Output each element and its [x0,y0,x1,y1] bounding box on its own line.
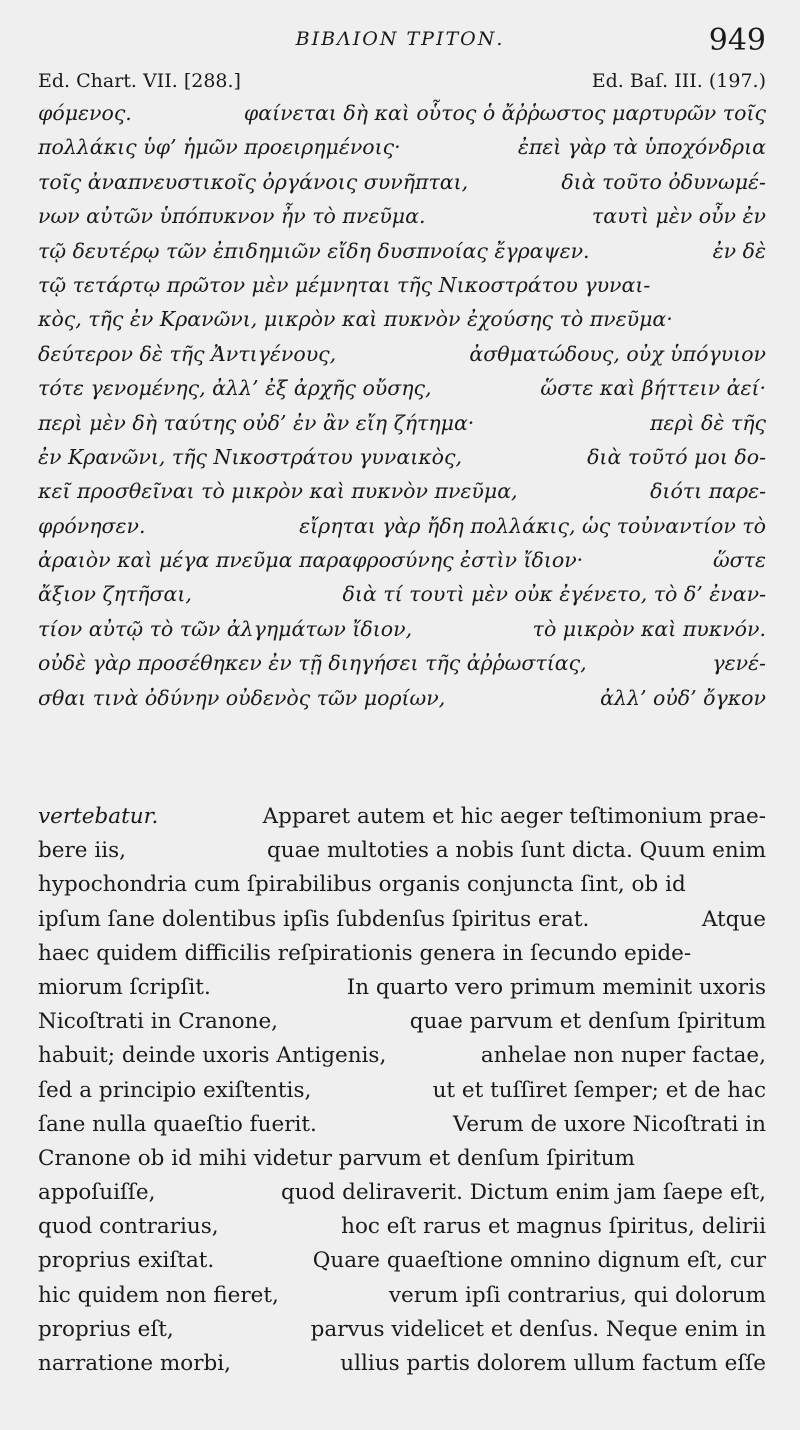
line-end: ἐν δὲ [712,238,766,263]
line-start: miorum ſcripſit. [38,974,211,1000]
text-line [38,971,766,1005]
line-start: proprius exiſtat. [38,1248,215,1274]
text-line [38,834,766,868]
text-line [38,474,766,508]
text-line [38,1142,766,1176]
line-start: περὶ μὲν δὴ ταύτης οὐδ’ ἐν ἂν εἴη ζήτημα· [38,410,475,435]
line-start: κὸς, τῆς ἐν Κρανῶνι, μικρὸν καὶ πυκνὸν ἐχούσης τὸ πνεῦμα· [38,307,673,332]
edition-line [38,70,766,94]
line-end: quae parvum et denſum ſpiritum [409,1009,766,1035]
text-line [38,96,766,130]
text-line [38,903,766,937]
line-start: κεῖ προσθεῖναι τὸ μικρὸν καὶ πυκνὸν πνεῦμα, [38,479,518,504]
line-start: νων αὐτῶν ὑπόπυκνον ἦν τὸ πνεῦμα. [38,204,426,229]
line-start: φόμενος. [38,101,132,125]
text-line [38,406,766,440]
line-end: τὸ μικρὸν καὶ πυκνόν. [532,616,766,641]
line-end: quae multoties a nobis ſunt dicta. Quum enim [266,838,766,864]
line-end: verum ipſi contrarius, qui dolorum [388,1282,766,1308]
text-line [38,800,766,834]
text-line [38,1039,766,1073]
line-start: ἀραιὸν καὶ μέγα πνεῦμα παραφροσύνης ἐστὶν ἴδιον· [38,548,584,573]
line-start: ipſum ſane dolentibus ipſis ſubdenſus ſpiritus erat. [38,906,590,932]
line-start: τῷ δευτέρῳ τῶν ἐπιδημιῶν εἴδη δυσπνοίας ἔγραψεν. [38,238,590,263]
line-start: οὐδὲ γὰρ προσέθηκεν ἐν τῇ διηγήσει τῆς ἀῤῥωστίας, [38,651,587,676]
line-end: ἀσθματώδους, οὐχ ὑπόγυιον [469,341,766,366]
line-start: φρόνησεν. [38,513,146,538]
text-line [38,1176,766,1210]
text-line [38,577,766,611]
line-start: ἐν Κρανῶνι, τῆς Νικοστράτου γυναικὸς, [38,444,463,469]
line-end: διὰ τοῦτο ὀδυνωμέ- [561,169,766,194]
line-start: bere iis, [38,838,126,864]
line-start: Cranone ob id mihi videtur parvum et denſum ſpiritum [38,1145,635,1171]
text-line [38,130,766,164]
line-end: φαίνεται δὴ καὶ οὗτος ὁ ἄῤῥωστος μαρτυρῶν τοῖς [243,101,766,125]
text-line [38,1005,766,1039]
line-start: ἄξιον ζητῆσαι, [38,582,192,607]
line-start: appoſuiſſe, [38,1180,156,1206]
text-line [38,681,766,715]
line-end: γενέ- [712,651,766,676]
line-end: διὰ τί τουτὶ μὲν οὐκ ἐγένετο, τὸ δ’ ἐναν- [342,582,766,607]
text-line [38,646,766,680]
line-end: Quare quaeſtione omnino dignum eſt, cur [312,1248,766,1274]
text-line [38,440,766,474]
text-line [38,234,766,268]
text-line [38,1313,766,1347]
line-end: ὥστε καὶ βήττειν ἀεί· [540,376,766,401]
line-end: ἀλλ’ οὐδ’ ὄγκον [600,685,766,710]
line-end: Verum de uxore Nicoſtrati in [452,1111,766,1137]
line-start: πολλάκις ὑφ’ ἡμῶν προειρημένοις· [38,135,401,160]
text-line [38,302,766,336]
line-start: proprius eſt, [38,1316,174,1342]
line-end: parvus videlicet et denſus. Neque enim in [310,1316,766,1342]
line-end: Apparet autem et hic aeger teſtimonium prae- [262,804,766,829]
line-start: haec quidem difficilis reſpirationis genera in ſecundo epide- [38,940,692,966]
line-end: hoc eſt rarus et magnus ſpiritus, delirii [341,1214,766,1240]
line-start: ſane nulla quaeſtio fuerit. [38,1111,317,1137]
line-end: ut et tuſſiret ſemper; et de hac [432,1077,766,1103]
line-start: ſed a principio exiſtentis, [38,1077,312,1103]
line-end: διότι παρε- [650,479,766,504]
line-start: habuit; deinde uxoris Antigenis, [38,1043,387,1069]
text-line [38,1210,766,1244]
line-start: quod contrarius, [38,1214,219,1240]
latin-text [38,800,766,1381]
line-start: τότε γενομένης, ἀλλ’ ἐξ ἀρχῆς οὔσης, [38,376,432,401]
line-end: quod deliraverit. Dictum enim jam ſaepe eſt, [280,1180,766,1206]
text-line [38,337,766,371]
line-end: περὶ δὲ τῆς [649,410,766,435]
edition-left: Ed. Chart. VII. [288.] [38,70,241,92]
line-start: vertebatur. [38,804,159,829]
line-start: narratione morbi, [38,1351,231,1376]
line-end: Atque [701,906,766,932]
line-start: τοῖς ἀναπνευστικοῖς ὀργάνοις συνῆπται, [38,169,469,194]
text-line [38,937,766,971]
text-line [38,1074,766,1108]
text-line [38,1279,766,1313]
running-title: BIBΛΙΟΝ ΤΡΙΤΟΝ. [295,28,505,50]
line-start: Nicoſtrati in Cranone, [38,1009,279,1035]
line-start: hypochondria cum ſpirabilibus organis conjuncta ſint, ob id [38,872,686,898]
page-number: 949 [708,23,766,58]
text-line [38,1347,766,1381]
text-line [38,1244,766,1278]
greek-text [38,96,766,715]
text-line [38,509,766,543]
line-end: In quarto vero primum meminit uxoris [346,974,766,1000]
text-line [38,371,766,405]
line-end: anhelae non nuper factae, [480,1043,766,1069]
line-end: ὥστε [712,548,766,573]
line-start: δεύτερον δὲ τῆς Ἀντιγένους, [38,341,337,366]
line-start: σθαι τινὰ ὀδύνην οὐδενὸς τῶν μορίων, [38,685,446,710]
text-line [38,543,766,577]
edition-right: Ed. Baſ. III. (197.) [591,70,766,92]
line-end: ἐπεὶ γὰρ τὰ ὑποχόνδρια [517,135,766,160]
text-line [38,1108,766,1142]
line-end: εἴρηται γὰρ ἤδη πολλάκις, ὡς τοὐναντίον τὸ [299,513,766,538]
line-end: ταυτὶ μὲν οὖν ἐν [591,204,766,229]
text-line [38,199,766,233]
text-line [38,868,766,902]
line-start: hic quidem non fieret, [38,1282,279,1308]
line-start: τίον αὐτῷ τὸ τῶν ἀλγημάτων ἴδιον, [38,616,413,641]
line-end: διὰ τοῦτό μοι δο- [587,444,766,469]
text-line [38,268,766,302]
line-end: ullius partis dolorem ullum factum eſſe [340,1351,766,1376]
text-line [38,165,766,199]
line-start: τῷ τετάρτῳ πρῶτον μὲν μέμνηται τῆς Νικοστράτου γυναι- [38,272,651,297]
text-line [38,612,766,646]
